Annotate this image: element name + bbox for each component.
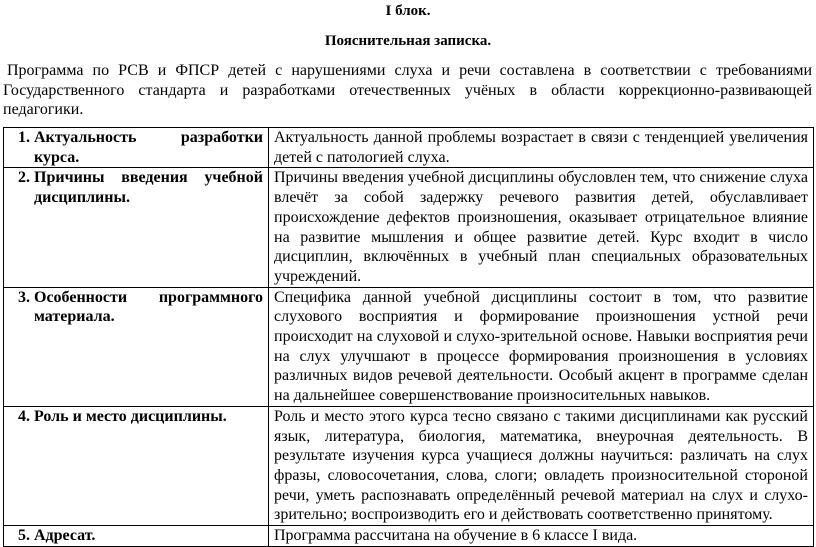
intro-paragraph: Программа по РСВ и ФПСР детей с нарушениями слуха и речи составлена в соответствии с требованиями Государственного стандарта и разработками отечественных учёных в области коррекционно-развивающей педагогики. xyxy=(3,62,812,118)
row-number: 2. xyxy=(18,169,30,187)
block-title: I блок. xyxy=(385,3,431,19)
row-number: 4. xyxy=(18,407,30,425)
info-table xyxy=(3,127,814,547)
row-label-cell xyxy=(4,168,269,287)
row-label-cell xyxy=(4,287,269,406)
row-number: 5. xyxy=(18,527,30,545)
row-label-cell xyxy=(4,128,269,168)
table-row xyxy=(4,287,814,406)
document-heading: Пояснительная записка. xyxy=(324,33,492,49)
row-text: Программа рассчитана на обучение в 6 классе I вида. xyxy=(269,526,814,547)
row-label: Причины введения учебной дисциплины. xyxy=(34,169,263,207)
row-text: Специфика данной учебной дисциплины состоит в том, что развитие слухового восприятия и формирование произношения устной речи происходит на слуховой и слухо-зрительной основе. Навыки восприятия речи на слух улучшают в процессе формирования произношения в условиях различных видов речевой деятельности. Особый акцент в программе сделан на дальнейшее совершенствование произносительных навыков. xyxy=(269,287,814,406)
row-text: Причины введения учебной дисциплины обусловлен тем, что снижение слуха влечёт за собой задержку речевого развития детей, обуславливает происхождение дефектов произношения, оказывает отрицательное влияние на развитие мышления и общее развитие детей. Курс входит в число дисциплин, включённых в учебный план специальных образовательных учреждений. xyxy=(269,168,814,287)
row-label: Особенности программного материала. xyxy=(34,288,263,326)
row-label: Актуальность разработки курса. xyxy=(34,129,263,166)
table-row xyxy=(4,168,814,287)
table-row xyxy=(4,406,814,525)
row-label: Роль и место дисциплины. xyxy=(34,407,227,425)
row-text: Роль и место этого курса тесно связано с такими дисциплинами как русский язык, литература, биология, математика, внеурочная деятельность. В результате изучения курса учащиеся должны научиться: различать на слух фразы, словосочетания, слова, слоги; овладеть произносительной стороной речи, уметь распознавать определённый речевой материал на слух и слухо-зрительно; воспроизводить его и действовать соответственно принятому. xyxy=(269,406,814,525)
row-number: 3. xyxy=(18,288,30,306)
row-label-cell xyxy=(4,406,269,525)
table-row xyxy=(4,128,814,168)
row-number: 1. xyxy=(18,129,30,146)
row-label: Адресат. xyxy=(34,527,96,545)
row-text: Актуальность данной проблемы возрастает в связи с тенденцией увеличения детей с патологией слуха. xyxy=(269,128,814,168)
